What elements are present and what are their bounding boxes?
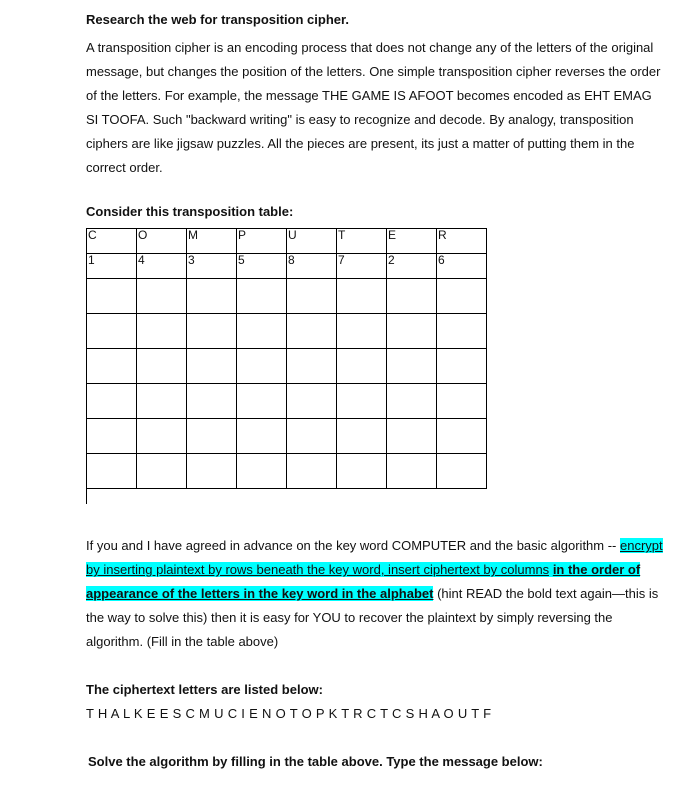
solve-heading: Solve the algorithm by filling in the table above. Type the message below:	[88, 754, 543, 769]
bold-highlighted-hint: in the order of appearance of the letters in the key word in the alphabet	[86, 562, 641, 601]
ciphertext-heading: The ciphertext letters are listed below:	[86, 682, 323, 697]
empty-table-cell[interactable]	[287, 384, 337, 419]
plaintext-row	[87, 419, 487, 454]
empty-table-cell[interactable]	[137, 279, 187, 314]
empty-table-cell[interactable]	[237, 279, 287, 314]
empty-table-cell[interactable]	[287, 454, 337, 489]
plaintext-row	[87, 279, 487, 314]
empty-table-cell[interactable]	[337, 419, 387, 454]
empty-table-cell[interactable]	[87, 349, 137, 384]
empty-table-cell[interactable]	[337, 279, 387, 314]
empty-table-cell[interactable]	[437, 384, 487, 419]
empty-table-cell[interactable]	[237, 349, 287, 384]
plaintext-row	[87, 314, 487, 349]
empty-table-cell[interactable]	[337, 314, 387, 349]
table-heading: Consider this transposition table:	[86, 204, 294, 219]
plaintext-row	[87, 384, 487, 419]
empty-table-cell[interactable]	[187, 384, 237, 419]
column-order-cell: 4	[137, 254, 187, 279]
column-order-cell: 7	[337, 254, 387, 279]
empty-table-cell[interactable]	[387, 314, 437, 349]
highlighted-instruction: encrypt by inserting plaintext by rows beneath the key word, insert ciphertext by columns	[86, 538, 663, 577]
plaintext-row	[87, 454, 487, 489]
key-letter-cell: M	[187, 229, 237, 254]
empty-table-cell[interactable]	[287, 314, 337, 349]
intro-paragraph: A transposition cipher is an encoding process that does not change any of the letters of the original message, but changes the position of the letters. One simple transposition cipher reverses the order of the letters. For example, the message THE GAME IS AFOOT becomes encoded as EHT EMAG SI TOOFA. Such "backward writing" is easy to recognize and decode. By analogy, transposition ciphers are like jigsaw puzzles. All the pieces are present, its just a matter of putting them in the correct order.	[86, 40, 661, 175]
empty-table-cell[interactable]	[287, 349, 337, 384]
algorithm-paragraph	[86, 534, 664, 654]
empty-table-cell[interactable]	[237, 454, 287, 489]
empty-table-cell[interactable]	[437, 454, 487, 489]
empty-table-cell[interactable]	[387, 384, 437, 419]
key-letter-cell: E	[387, 229, 437, 254]
column-order-cell: 8	[287, 254, 337, 279]
empty-table-cell[interactable]	[287, 279, 337, 314]
key-word-row	[87, 229, 487, 254]
column-order-cell: 3	[187, 254, 237, 279]
empty-table-cell[interactable]	[87, 314, 137, 349]
empty-table-cell[interactable]	[87, 419, 137, 454]
empty-table-cell[interactable]	[87, 384, 137, 419]
column-order-row	[87, 254, 487, 279]
ciphertext-letters: T H A L K E E S C M U C I E N O T O P K T R C T C S H A O U T F	[86, 706, 492, 721]
empty-table-cell[interactable]	[387, 419, 437, 454]
empty-table-cell[interactable]	[187, 314, 237, 349]
empty-table-cell[interactable]	[187, 419, 237, 454]
empty-table-cell[interactable]	[187, 349, 237, 384]
empty-table-cell[interactable]	[337, 454, 387, 489]
empty-table-cell[interactable]	[187, 279, 237, 314]
key-letter-cell: P	[237, 229, 287, 254]
empty-table-cell[interactable]	[137, 419, 187, 454]
column-order-cell: 6	[437, 254, 487, 279]
empty-table-cell[interactable]	[87, 279, 137, 314]
empty-table-cell[interactable]	[337, 384, 387, 419]
algorithm-text-end: (hint READ the bold text again—this is the way to solve this) then it is easy for YOU to recover the plaintext by simply reversing the algorithm. (Fill in the table above)	[86, 586, 659, 649]
table-edge-mark	[86, 488, 87, 504]
empty-table-cell[interactable]	[187, 454, 237, 489]
column-order-cell: 1	[87, 254, 137, 279]
column-order-cell: 5	[237, 254, 287, 279]
empty-table-cell[interactable]	[287, 419, 337, 454]
key-letter-cell: C	[87, 229, 137, 254]
key-letter-cell: T	[337, 229, 387, 254]
plaintext-row	[87, 349, 487, 384]
transposition-table	[86, 228, 487, 489]
empty-table-cell[interactable]	[387, 349, 437, 384]
empty-table-cell[interactable]	[237, 314, 287, 349]
empty-table-cell[interactable]	[137, 454, 187, 489]
empty-table-cell[interactable]	[337, 349, 387, 384]
empty-table-cell[interactable]	[137, 349, 187, 384]
column-order-cell: 2	[387, 254, 437, 279]
empty-table-cell[interactable]	[437, 314, 487, 349]
research-heading: Research the web for transposition cipher.	[86, 12, 349, 27]
empty-table-cell[interactable]	[87, 454, 137, 489]
empty-table-cell[interactable]	[237, 384, 287, 419]
key-letter-cell: R	[437, 229, 487, 254]
key-letter-cell: U	[287, 229, 337, 254]
empty-table-cell[interactable]	[137, 384, 187, 419]
algorithm-text-start: If you and I have agreed in advance on the key word COMPUTER and the basic algorithm --	[86, 538, 620, 553]
key-letter-cell: O	[137, 229, 187, 254]
empty-table-cell[interactable]	[437, 279, 487, 314]
empty-table-cell[interactable]	[437, 349, 487, 384]
empty-table-cell[interactable]	[387, 454, 437, 489]
empty-table-cell[interactable]	[437, 419, 487, 454]
empty-table-cell[interactable]	[237, 419, 287, 454]
empty-table-cell[interactable]	[387, 279, 437, 314]
empty-table-cell[interactable]	[137, 314, 187, 349]
